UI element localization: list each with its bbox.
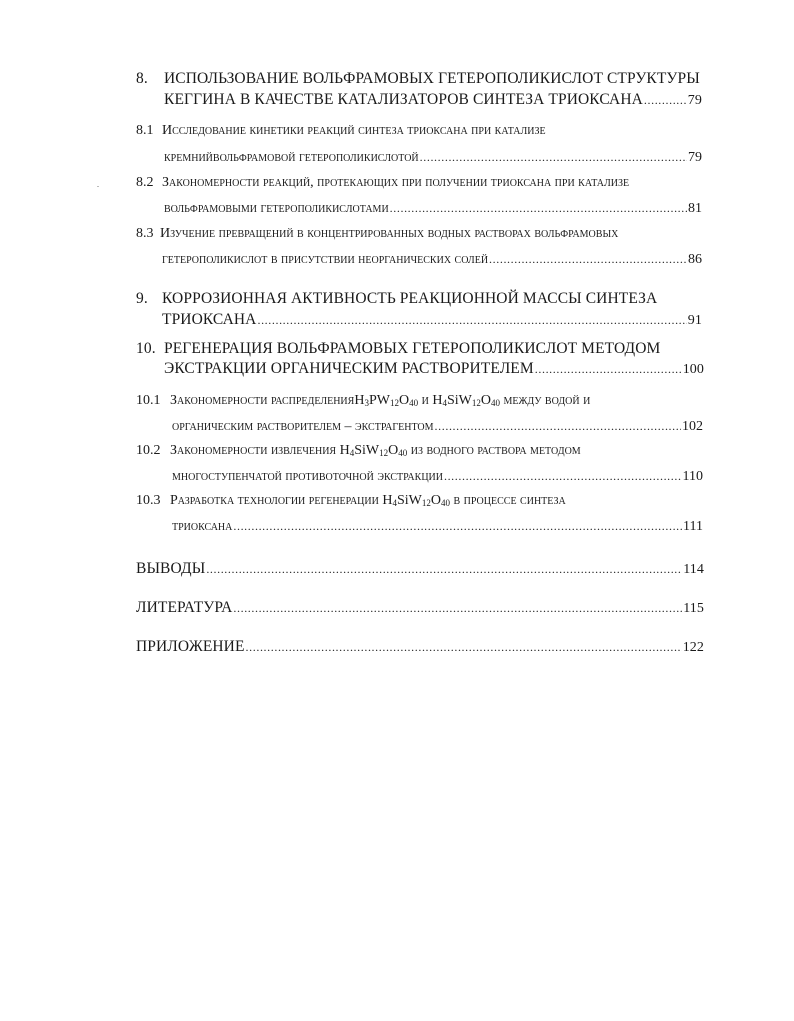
toc-title-line2: многоступенчатой противоточной экстракции: [172, 469, 443, 484]
toc-title-text: Закономерности извлечения: [170, 443, 340, 458]
toc-title-line1: ИСПОЛЬЗОВАНИЕ ВОЛЬФРАМОВЫХ ГЕТЕРОПОЛИКИСЛОТ СТРУКТУРЫ: [164, 70, 700, 87]
toc-title-text: между водой и: [499, 393, 591, 408]
toc-title-line2: вольфрамовыми гетерополикислотами: [164, 201, 389, 216]
toc-title-line2: КЕГГИНА В КАЧЕСТВЕ КАТАЛИЗАТОРОВ СИНТЕЗА ТРИОКСАНА: [164, 91, 643, 108]
toc-leader-dots: [206, 562, 682, 577]
formula-h3pw12o40: $H_3PW_{12}O_{40}$: [354, 393, 419, 408]
toc-leader-dots: [233, 601, 682, 616]
toc-page-number: 79: [687, 93, 702, 108]
toc-title-line1: КОРРОЗИОННАЯ АКТИВНОСТЬ РЕАКЦИОННОЙ МАССЫ СИНТЕЗА: [162, 290, 658, 307]
toc-number: 8.2: [136, 175, 154, 190]
toc-title: ПРИЛОЖЕНИЕ: [136, 638, 245, 655]
toc-title-line2: триоксана: [172, 519, 233, 534]
toc-leader-dots: [644, 93, 687, 108]
toc-leader-dots: [257, 313, 686, 328]
toc-title-line1: Изучение превращений в концентрированных водных растворах вольфрамовых: [160, 226, 619, 241]
toc-title: ЛИТЕРАТУРА: [136, 599, 233, 616]
toc-page-number: 111: [683, 519, 703, 534]
formula-h4siw12o40: $H_4SiW_{12}O_{40}$: [432, 393, 500, 408]
toc-page-number: 91: [687, 313, 702, 328]
toc-entry-conclusions[interactable]: [136, 560, 704, 578]
toc-title-line2: кремнийвольфрамовой гетерополикислотой: [164, 150, 419, 165]
formula-h4siw12o40: $H_4SiW_{12}O_{40}$: [339, 443, 408, 458]
toc-title-text: и: [418, 393, 433, 408]
toc-leader-dots: [246, 640, 682, 655]
toc-title-text: Разработка технологии регенерации: [170, 493, 383, 508]
toc-page-number: 79: [688, 150, 702, 165]
toc-leader-dots: [489, 252, 687, 267]
toc-number: 10.: [136, 340, 156, 357]
toc-title-line1: РЕГЕНЕРАЦИЯ ВОЛЬФРАМОВЫХ ГЕТЕРОПОЛИКИСЛОТ МЕТОДОМ: [164, 340, 661, 357]
toc-page-number: 102: [682, 419, 703, 434]
toc-page-number: 110: [682, 469, 703, 484]
toc-number: 9.: [136, 290, 148, 307]
toc-title-line1: Закономерности реакций, протекающих при получении триоксана при катализе: [162, 175, 630, 190]
toc-entry-appendix[interactable]: [136, 638, 704, 656]
toc-title-line2: органическим растворителем – экстрагентом: [172, 419, 434, 434]
toc-entry-literature[interactable]: [136, 599, 704, 617]
toc-title-line2: гетерополикислот в присутствии неорганических солей: [162, 252, 489, 267]
toc-leader-dots: [390, 201, 687, 216]
toc-number: 10.3: [136, 493, 161, 508]
toc-number: 8.3: [136, 226, 154, 241]
formula-h4siw12o40: $H_4SiW_{12}O_{40}$: [382, 493, 450, 508]
toc-page-number: 100: [682, 362, 704, 377]
toc-page-number: 122: [682, 640, 704, 655]
toc-number: 10.2: [136, 443, 161, 458]
toc-title-line1: Исследование кинетики реакций синтеза триоксана при катализе: [162, 123, 546, 138]
toc-leader-dots: [444, 469, 682, 484]
scan-speck: [97, 186, 99, 187]
toc-number: 8.: [136, 70, 148, 87]
toc-page-number: 115: [683, 601, 704, 616]
toc-title: ВЫВОДЫ: [136, 560, 206, 577]
toc-title-text: Закономерности распределения: [170, 393, 355, 408]
toc-leader-dots: [535, 362, 682, 377]
toc-title-text: в процессе синтеза: [449, 493, 566, 508]
toc-page-number: 86: [688, 252, 702, 267]
toc-number: 10.1: [136, 393, 161, 408]
toc-page-number: 114: [683, 562, 704, 577]
toc-leader-dots: [420, 150, 687, 165]
toc-title-line2: ТРИОКСАНА: [162, 311, 257, 328]
toc-title-text: из водного раствора методом: [407, 443, 581, 458]
toc-page-number: 81: [688, 201, 702, 216]
toc-number: 8.1: [136, 123, 154, 138]
toc-leader-dots: [233, 519, 682, 534]
toc-leader-dots: [435, 419, 681, 434]
toc-title-line2: ЭКСТРАКЦИИ ОРГАНИЧЕСКИМ РАСТВОРИТЕЛЕМ: [164, 360, 534, 377]
